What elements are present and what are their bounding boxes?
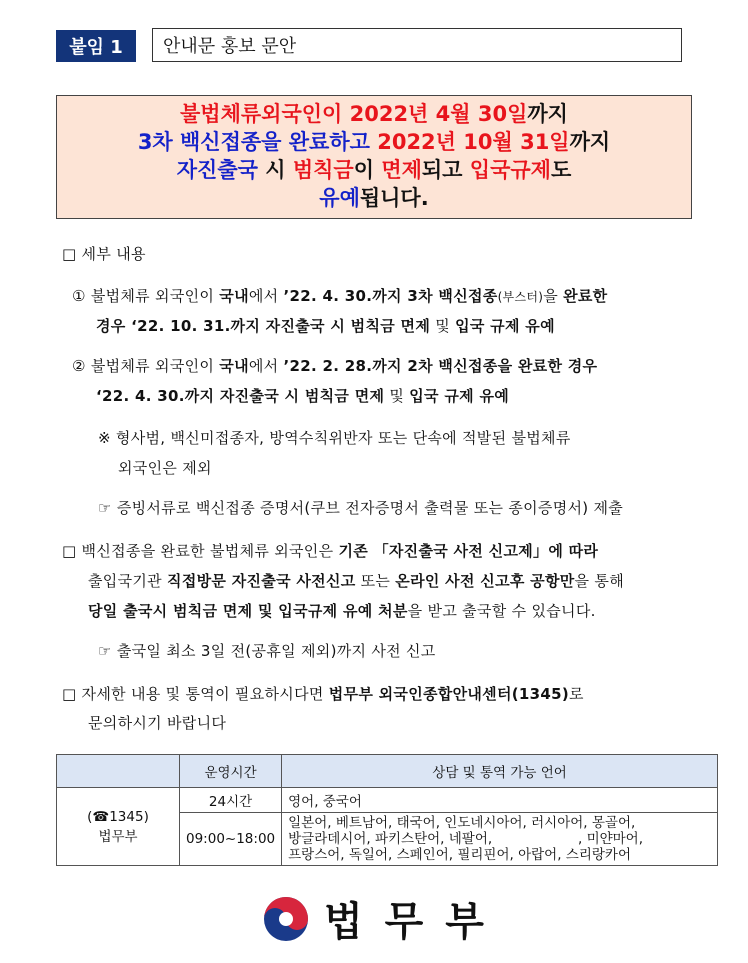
ministry-logo	[262, 890, 506, 947]
banner-line-3	[57, 156, 691, 184]
item-2-line-1: ② 불법체류 외국인이 국내에서 ’22. 2. 28.까지 2차 백신접종을 완료한 경우	[72, 357, 598, 375]
note-exclusion-line-2: 외국인은 제외	[118, 459, 212, 477]
document-title-text: 안내문 홍보 문안	[163, 36, 297, 57]
item-1-line-2: 경우 ‘22. 10. 31.까지 자진출국 시 범칙금 면제 및 입국 규제 유예	[96, 317, 555, 335]
language-line: 프랑스어, 독일어, 스페인어, 필리핀어, 아랍어, 스리랑카어	[288, 847, 631, 863]
language-line: 일본어, 베트남어, 태국어, 인도네시아어, 러시아어, 몽골어,	[288, 815, 636, 831]
organization-name: 법무부	[98, 828, 138, 845]
section-2-line-2: 출입국기관 직접방문 자진출국 사전신고 또는 온라인 사전 신고후 공항만을 통해	[88, 572, 624, 590]
headline-banner	[56, 95, 692, 219]
banner-text: 자진출국	[176, 158, 258, 182]
section-2-line-3: 당일 출국시 범칙금 면제 및 입국규제 유예 처분을 받고 출국할 수 있습니다.	[88, 602, 596, 620]
banner-line-1	[57, 100, 691, 128]
note-advance-report: ☞ 출국일 최소 3일 전(공휴일 제외)까지 사전 신고	[98, 642, 436, 660]
language-line: 방글라데시어, 파키스탄어, 네팔어, , 미얀마어,	[288, 831, 644, 847]
document-title	[152, 28, 682, 62]
section-2-line-1: □ 백신접종을 완료한 불법체류 외국인은 기존 「자진출국 사전 신고제」에 따라	[62, 542, 599, 560]
languages-cell	[282, 813, 718, 866]
table-header-hours: 운영시간	[180, 755, 282, 788]
banner-text: 불법체류외국인이 2022년 4월 30일	[180, 102, 528, 126]
banner-text: 까지	[569, 130, 611, 154]
table-header-row	[57, 755, 718, 788]
banner-text: 면제	[381, 158, 422, 182]
note-exclusion-line-1: ※ 형사범, 백신미접종자, 방역수칙위반자 또는 단속에 적발된 불법체류	[98, 429, 571, 447]
section-3-line-2: 문의하시기 바랍니다	[88, 714, 227, 732]
hours-cell: 09:00~18:00	[180, 813, 282, 866]
banner-line-2	[57, 128, 691, 156]
item-2-line-2: ‘22. 4. 30.까지 자진출국 시 범칙금 면제 및 입국 규제 유예	[96, 387, 510, 405]
taegeuk-emblem-icon	[262, 895, 310, 943]
ministry-name: 법무부	[324, 899, 506, 945]
banner-text: 시	[257, 158, 293, 182]
hours-cell: 24시간	[180, 788, 282, 813]
contact-table	[56, 754, 718, 866]
languages-cell: 영어, 중국어	[282, 788, 718, 813]
banner-text: 입국규제	[469, 158, 551, 182]
banner-text: 3차 백신접종을 완료하고	[137, 130, 378, 154]
contact-cell	[57, 788, 180, 866]
table-header-blank	[57, 755, 180, 788]
banner-text: 범칙금	[292, 158, 354, 182]
note-proof-documents: ☞ 증빙서류로 백신접종 증명서(쿠브 전자증명서 출력물 또는 종이증명서) 제출	[98, 499, 624, 517]
banner-text: 도	[550, 158, 572, 182]
attachment-tag: 붙임 1	[56, 30, 136, 62]
banner-text: 되고	[421, 158, 470, 182]
banner-text: 까지	[527, 102, 568, 126]
banner-text: 됩니다.	[359, 186, 429, 210]
banner-text: 이	[353, 158, 382, 182]
section-heading-details: □ 세부 내용	[62, 245, 146, 263]
section-3-line-1: □ 자세한 내용 및 통역이 필요하시다면 법무부 외국인종합안내센터(1345)로	[62, 685, 584, 703]
banner-text: 유예	[319, 186, 360, 210]
table-header-languages: 상담 및 통역 가능 언어	[282, 755, 718, 788]
banner-line-4	[57, 184, 691, 212]
banner-text: 2022년 10월 31일	[377, 130, 570, 154]
phone-number: (☎1345)	[87, 808, 149, 825]
table-row	[57, 788, 718, 813]
item-1-line-1: ① 불법체류 외국인이 국내에서 ’22. 4. 30.까지 3차 백신접종(부스터)을 완료한	[72, 287, 608, 305]
